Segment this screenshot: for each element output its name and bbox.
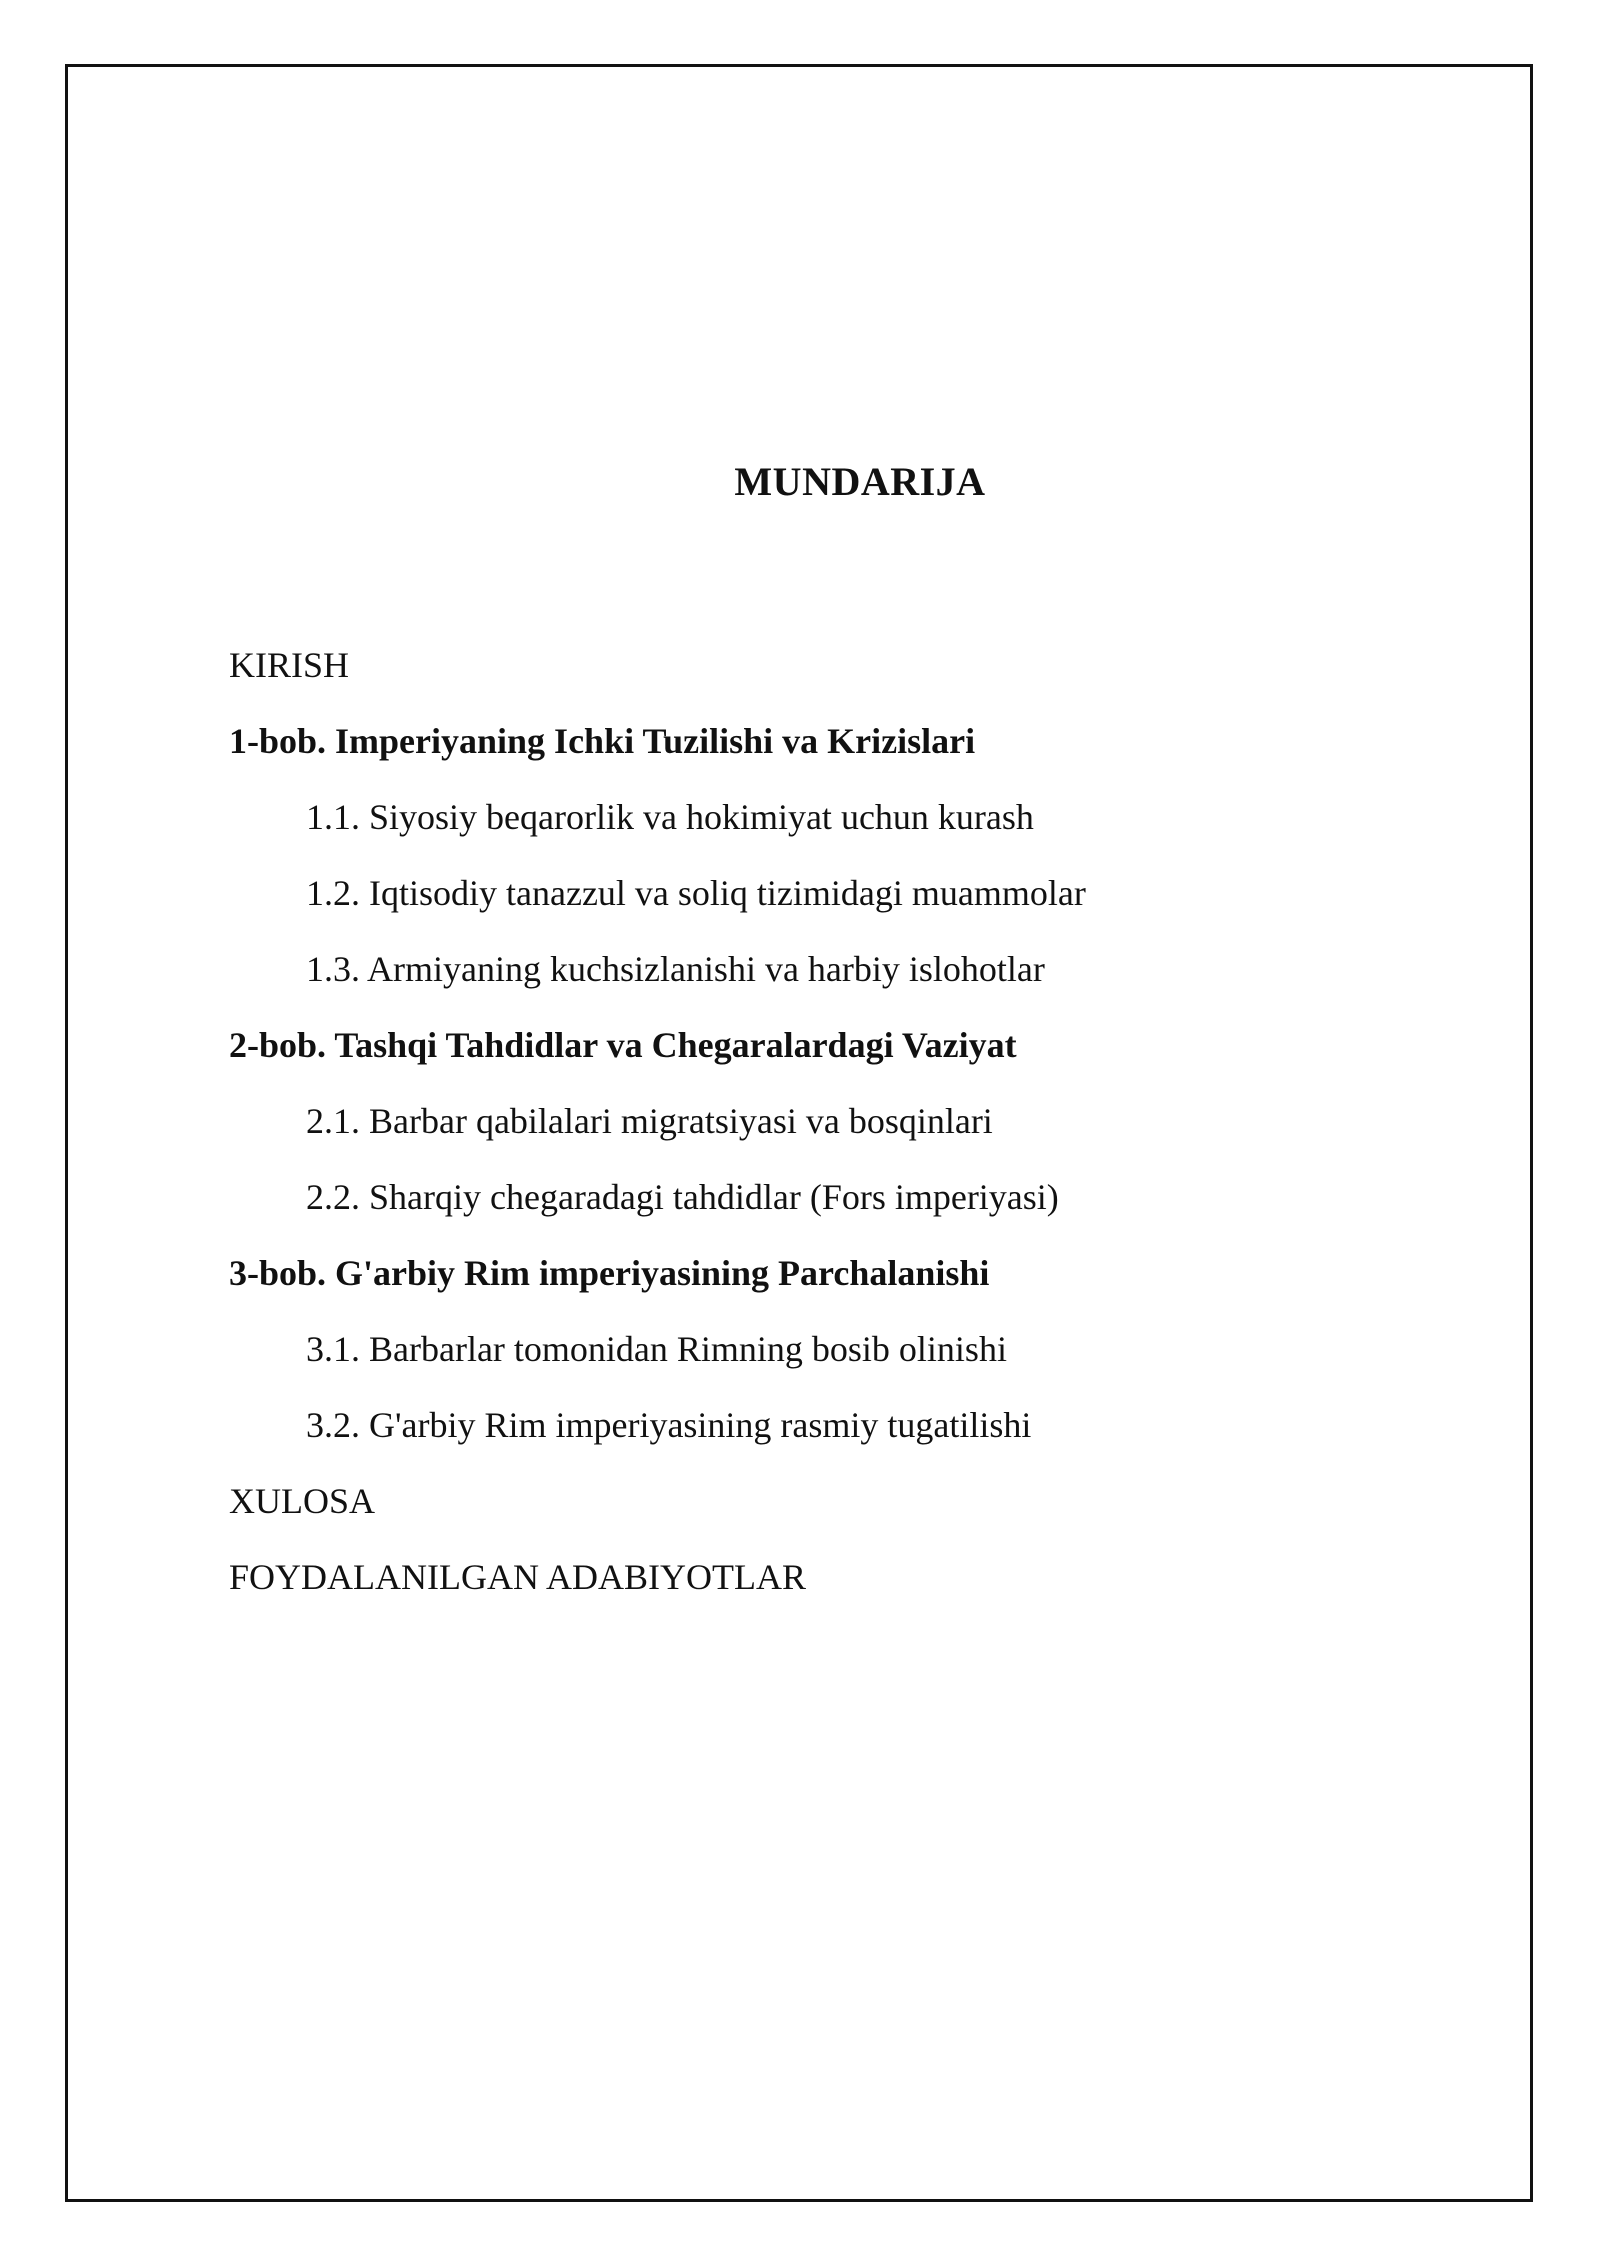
toc-subsection-1-3: 1.3. Armiyaning kuchsizlanishi va harbiy islohotlar bbox=[306, 949, 1045, 989]
table-of-contents bbox=[229, 640, 1086, 1628]
toc-title: MUNDARIJA bbox=[734, 459, 986, 504]
toc-entry-conclusion: XULOSA bbox=[229, 1481, 376, 1521]
toc-chapter-2: 2-bob. Tashqi Tahdidlar va Chegaralardagi Vaziyat bbox=[229, 1025, 1017, 1065]
toc-entry-references: FOYDALANILGAN ADABIYOTLAR bbox=[229, 1557, 806, 1597]
toc-subsection-1-2: 1.2. Iqtisodiy tanazzul va soliq tizimidagi muammolar bbox=[306, 873, 1086, 913]
toc-subsection-3-2: 3.2. G'arbiy Rim imperiyasining rasmiy tugatilishi bbox=[306, 1405, 1032, 1445]
toc-chapter-3: 3-bob. G'arbiy Rim imperiyasining Parchalanishi bbox=[229, 1253, 990, 1293]
toc-subsection-2-1: 2.1. Barbar qabilalari migratsiyasi va bosqinlari bbox=[306, 1101, 993, 1141]
toc-subsection-2-2: 2.2. Sharqiy chegaradagi tahdidlar (Fors imperiyasi) bbox=[306, 1177, 1059, 1217]
toc-chapter-1: 1-bob. Imperiyaning Ichki Tuzilishi va Krizislari bbox=[229, 721, 976, 761]
toc-subsection-3-1: 3.1. Barbarlar tomonidan Rimning bosib olinishi bbox=[306, 1329, 1007, 1369]
toc-entry-introduction: KIRISH bbox=[229, 645, 350, 685]
toc-subsection-1-1: 1.1. Siyosiy beqarorlik va hokimiyat uchun kurash bbox=[306, 797, 1034, 837]
